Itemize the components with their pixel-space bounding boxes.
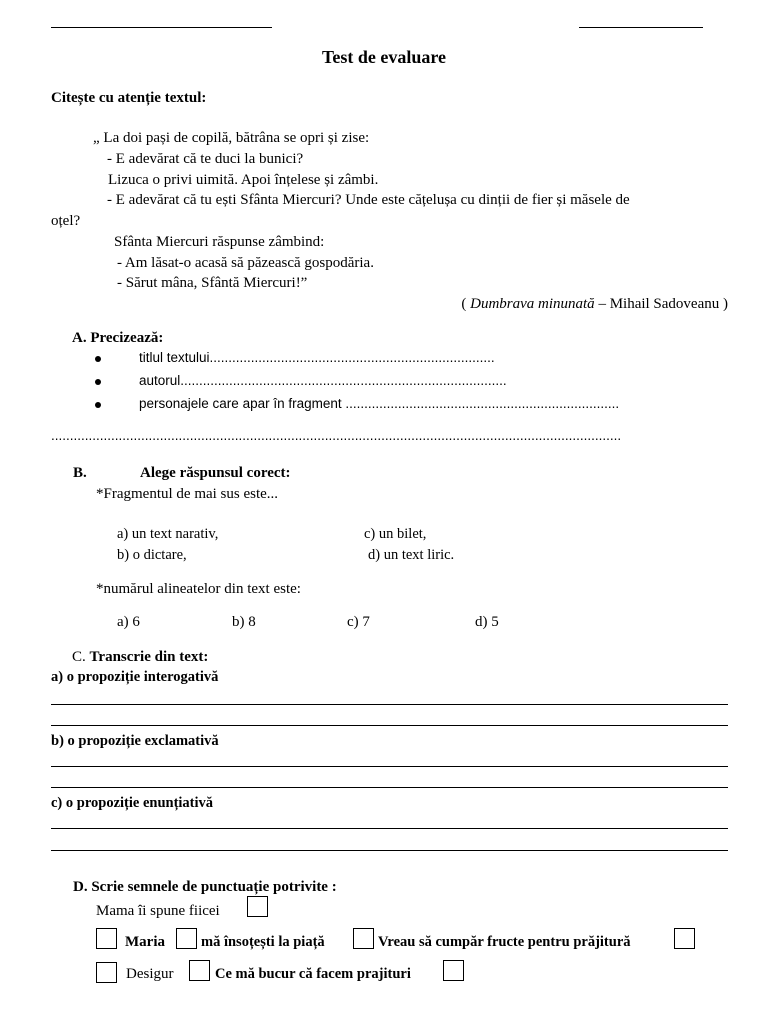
passage-line: - E adevărat că te duci la bunici?	[107, 151, 304, 167]
answer-dotted-line[interactable]: ........................................................................................................................................................	[51, 428, 622, 443]
punctuation-box[interactable]	[247, 896, 268, 917]
punctuation-box[interactable]	[96, 928, 117, 949]
answer-line[interactable]	[51, 828, 728, 829]
passage-line: oțel?	[51, 213, 81, 229]
task-interrogative: a) o propoziție interogativă	[51, 669, 219, 685]
answer-field-title[interactable]: titlul textului............................................................................	[139, 350, 495, 365]
punctuation-word: Ce mă bucur că facem prajituri	[215, 966, 411, 982]
answer-field-characters[interactable]: personajele care apar în fragment .........................................................................	[139, 396, 620, 411]
punctuation-word: Vreau să cumpăr fructe pentru prăjitură	[378, 934, 631, 950]
punctuation-box[interactable]	[443, 960, 464, 981]
option-d[interactable]: d) un text liric.	[368, 547, 455, 563]
passage-line: „ La doi pași de copilă, bătrâna se opri și zise:	[93, 130, 370, 146]
option-b[interactable]: b) o dictare,	[117, 547, 187, 563]
section-b-heading: B.	[73, 465, 87, 481]
count-option-a[interactable]: a) 6	[117, 614, 140, 630]
punctuation-word: Desigur	[126, 966, 174, 982]
punctuation-word: Maria	[125, 934, 165, 950]
option-a[interactable]: a) un text narativ,	[117, 526, 219, 542]
count-option-b[interactable]: b) 8	[232, 614, 256, 630]
date-blank-line[interactable]	[579, 27, 703, 28]
section-b-label: Alege răspunsul corect:	[140, 465, 291, 481]
answer-line[interactable]	[51, 766, 728, 767]
passage-line: Lizuca o privi uimită. Apoi înțelese și zâmbi.	[108, 172, 379, 188]
option-c[interactable]: c) un bilet,	[364, 526, 427, 542]
section-d-heading: D. Scrie semnele de punctuație potrivite :	[73, 879, 337, 895]
answer-line[interactable]	[51, 704, 728, 705]
punctuation-line-1: Mama îi spune fiicei	[96, 903, 220, 919]
task-exclamative: b) o propoziție exclamativă	[51, 733, 219, 749]
count-option-d[interactable]: d) 5	[475, 614, 499, 630]
passage-line: - E adevărat că tu ești Sfânta Miercuri? Unde este cățelușa cu dinții de fier și măsele de	[107, 192, 630, 208]
name-blank-line[interactable]	[51, 27, 272, 28]
answer-field-author[interactable]: autorul.......................................................................................	[139, 373, 507, 388]
answer-line[interactable]	[51, 850, 728, 851]
punctuation-word: mă însoțești la piață	[201, 934, 325, 950]
punctuation-box[interactable]	[96, 962, 117, 983]
punctuation-box[interactable]	[176, 928, 197, 949]
page-title: Test de evaluare	[322, 47, 446, 67]
bullet-icon	[95, 402, 101, 408]
passage-line: Sfânta Miercuri răspunse zâmbind:	[114, 234, 325, 250]
count-option-c[interactable]: c) 7	[347, 614, 370, 630]
passage-source: ( Dumbrava minunată – Mihail Sadoveanu )	[461, 296, 728, 312]
punctuation-box[interactable]	[674, 928, 695, 949]
section-c-heading: C. Transcrie din text:	[72, 649, 209, 665]
task-declarative: c) o propoziție enunțiativă	[51, 795, 214, 811]
punctuation-box[interactable]	[353, 928, 374, 949]
source-work-title: Dumbrava minunată	[470, 296, 595, 312]
passage-line: - Am lăsat-o acasă să păzească gospodăria.	[117, 255, 374, 271]
punctuation-box[interactable]	[189, 960, 210, 981]
passage-line: - Sărut mâna, Sfântă Miercuri!”	[117, 275, 308, 291]
reading-instruction: Citește cu atenție textul:	[51, 90, 207, 106]
bullet-icon	[95, 356, 101, 362]
bullet-icon	[95, 379, 101, 385]
section-a-heading: A. Precizează:	[72, 330, 164, 346]
question-text-type: *Fragmentul de mai sus este...	[96, 486, 279, 502]
answer-line[interactable]	[51, 725, 728, 726]
question-paragraph-count: *numărul alineatelor din text este:	[96, 581, 301, 597]
answer-line[interactable]	[51, 787, 728, 788]
